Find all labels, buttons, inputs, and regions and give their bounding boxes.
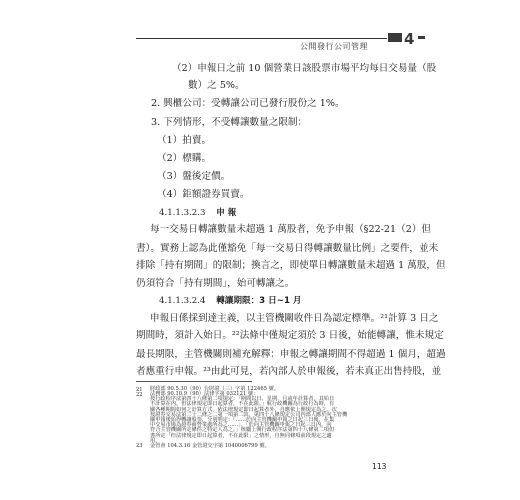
paragraph-b-line-2: 期間時，須計入始日。²²法條中僅規定須於 3 日後，始能轉讓，惟未規定 (136, 330, 444, 342)
header-rule (136, 38, 387, 39)
chapter-number: 4 (404, 30, 415, 48)
footnote-21-number: 21 (136, 386, 143, 393)
footnote-22-line-5: 按證券交易法第二十二條之二第一項第二款、第四十八條規定公司內部人應於向主管機 (150, 411, 348, 418)
sub-item-4: （4）鉅額證券買賣。 (157, 189, 250, 201)
footnote-22-line-8: 符合主管機關所定條件之特定人為之。」核屬上開行政程序法第四十八條第二項但 (150, 427, 335, 434)
footnote-23: 金管會 104.3.16 金管證交字第 1040006799 號。 (150, 443, 270, 449)
section-b-title: 轉讓期限：3 日~1 月 (216, 296, 302, 307)
footnote-21: 財政部 90.5.30（90）台財證（三）字第 122465 號。 (150, 385, 279, 392)
paragraph-b-line-3: 最長期限，主管機關則補充解釋：申報之轉讓期間不得超過 1 個月，超過 (136, 348, 446, 360)
paragraph-a-line-4: 仍須符合「持有期間」，始可轉讓之。 (136, 277, 295, 289)
section-b-number: 4.1.1.3.2.4 (159, 296, 206, 307)
paragraph-b-line-1: 申報日係採到達主義，以主管機關收件日為認定標準。²¹計算 3 日之 (150, 313, 439, 325)
page-number: 113 (372, 462, 387, 471)
paragraph-a-line-2: 書）。實務上認為此僅豁免「每一交易日得轉讓數量比例」之要件，並未 (136, 242, 439, 254)
chapter-tab (388, 33, 402, 42)
item-2-cont-line-2: 數）之 5%。 (188, 80, 245, 92)
footnote-22-line-10: 用。 (150, 437, 161, 444)
list-item-2: 2. 興櫃公司：受轉讓公司已發行股份之 1%。 (151, 98, 345, 110)
section-a-title: 申 報 (216, 208, 237, 219)
footnote-22-number: 22 (136, 392, 143, 399)
item-2-cont-line-1: （2）申報日之前 10 個營業日該股票市場平均每日交易量（股 (172, 63, 437, 74)
chapter-dash (418, 36, 425, 39)
footnote-23-number: 23 (136, 443, 143, 449)
paragraph-b-line-4: 者應重行申報。²³由此可見，若內部人於申報後，若未真正出售持股，並 (136, 365, 442, 377)
section-heading-b (159, 294, 302, 306)
footnote-22-line-3: 不計算在內。但法律規定即日起算者，不在此限。」航行政機關為行政行為時，有 (150, 401, 335, 408)
sub-item-3: （3）盤後定價。 (157, 170, 231, 182)
running-title: 公開發行公司管理 (300, 42, 368, 51)
section-a-number: 4.1.1.3.2.3 (159, 208, 206, 219)
footnote-22-line-2: 按行政程序法第四十八條第二項規定：「期間以日、星期、月或年計算者，其始日 (150, 396, 335, 403)
section-heading-a (159, 206, 236, 218)
footnote-22-line-7: 中交易市場為證券商營業處所為之……」、「於向主管機關申報之日起三日內，向 (150, 422, 332, 429)
paragraph-a-line-1: 每一交易日轉讓數量未超過 1 萬股者，免予申報（§22-21（2）但 (150, 224, 432, 236)
footnote-22-line-4: 關各種期間如何之計算方式，依法律規定即日起算者外，自應依上開規定為之。次 (150, 406, 337, 413)
sub-item-2: （2）標購。 (157, 152, 212, 164)
footnote-rule (136, 381, 252, 382)
paragraph-a-line-3: 排除「持有期間」的限制；換言之，即使單日轉讓數量未超過 1 萬股，但 (136, 259, 446, 271)
footnote-22-line-9: 書所定「但法律規定即日起算者，不在此限」之情形，自無同條項前段規定之適 (150, 432, 332, 439)
footnote-22-line-6: 關申報後始得轉讓股票，分別明定：「……於向主管機關申報之日起三日後，在集 (150, 417, 335, 423)
footnote-22-line-1: 法務部 90.10.9（90）法律字第 032121 號： (150, 390, 259, 397)
list-item-3: 3. 下列情形，不受轉讓數量之限制： (151, 116, 308, 128)
sub-item-1: （1）拍賣。 (157, 134, 212, 146)
